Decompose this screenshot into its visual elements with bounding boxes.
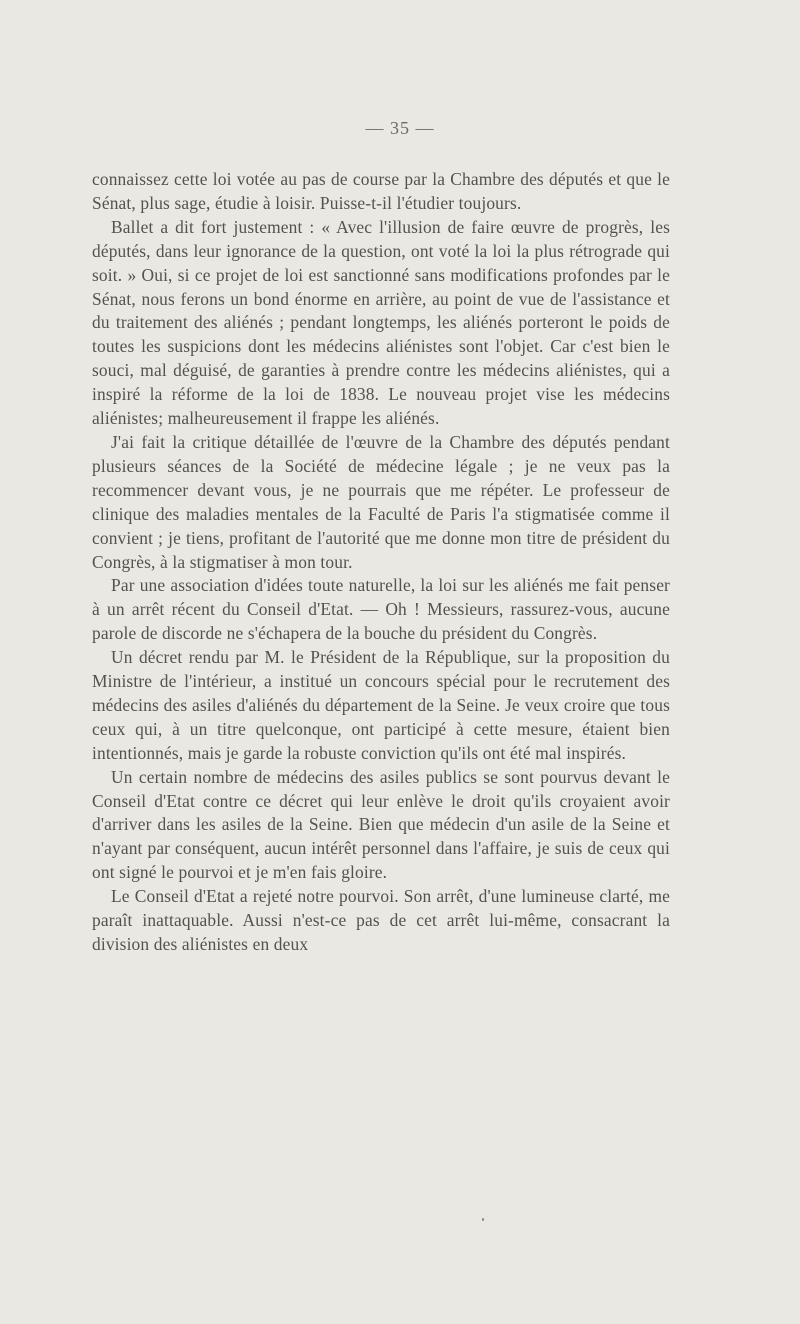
paragraph-continuation: connaissez cette loi votée au pas de course par la Chambre des députés et que le Sénat, plus sage, étudie à loisir. Puisse-t-il l'étudier toujours. <box>92 169 670 213</box>
paragraph: J'ai fait la critique détaillée de l'œuvre de la Chambre des députés pendant plusieurs séances de la Société de médecine légale ; je ne veux pas la recommencer devant vous, je ne pourrais que me répéter. Le professeur de clinique des maladies mentales de la Faculté de Paris l'a stigmatisée comme il convient ; je tiens, profitant de l'autorité que me donne mon titre de président du Congrès, à la stigmatiser à mon tour. <box>92 431 670 572</box>
paragraph: Le Conseil d'Etat a rejeté notre pourvoi. Son arrêt, d'une lumineuse clarté, me paraît inattaquable. Aussi n'est-ce pas de cet arrêt lui-même, consacrant la division des aliénistes en deux <box>92 886 670 954</box>
paragraph: Un certain nombre de médecins des asiles publics se sont pourvus devant le Conseil d'Etat contre ce décret qui leur enlève le droit qu'ils croyaient avoir d'arriver dans les asiles de la Seine. Bien que médecin d'un asile de la Seine et n'ayant par conséquent, aucun intérêt personnel dans l'affaire, je suis de ceux qui ont signé le pourvoi et je m'en fais gloire. <box>92 766 670 883</box>
page-number: — 35 — <box>365 118 435 138</box>
paragraph: Ballet a dit fort justement : « Avec l'illusion de faire œuvre de progrès, les députés, dans leur ignorance de la question, ont voté la loi la plus rétrograde qui soit. » Oui, si ce projet de loi est sanctionné sans modifications profondes par le Sénat, nous ferons un bond énorme en arrière, au point de vue de l'assistance et du traitement des aliénés ; pendant longtemps, les aliénés porteront le poids de toutes les suspicions dont les médecins aliénistes sont l'objet. Car c'est bien le souci, mal déguisé, de garanties à prendre contre les médecins aliénistes, qui a inspiré la réforme de la loi de 1838. Le nouveau projet vise les médecins aliénistes; malheureusement il frappe les aliénés. <box>92 216 670 429</box>
paper-speck <box>482 1218 484 1221</box>
body-text <box>92 168 670 957</box>
paragraph: Un décret rendu par M. le Président de la République, sur la proposition du Ministre de l'intérieur, a institué un concours spécial pour le recrutement des médecins des asiles d'aliénés du département de la Seine. Je veux croire que tous ceux qui, à un titre quelconque, ont participé à cette mesure, étaient bien intentionnés, mais je garde la robuste conviction qu'ils ont été mal inspirés. <box>92 647 670 763</box>
paragraph: Par une association d'idées toute naturelle, la loi sur les aliénés me fait penser à un arrêt récent du Conseil d'Etat. — Oh ! Messieurs, rassurez-vous, aucune parole de discorde ne s'échapera de la bouche du président du Congrès. <box>92 575 670 644</box>
